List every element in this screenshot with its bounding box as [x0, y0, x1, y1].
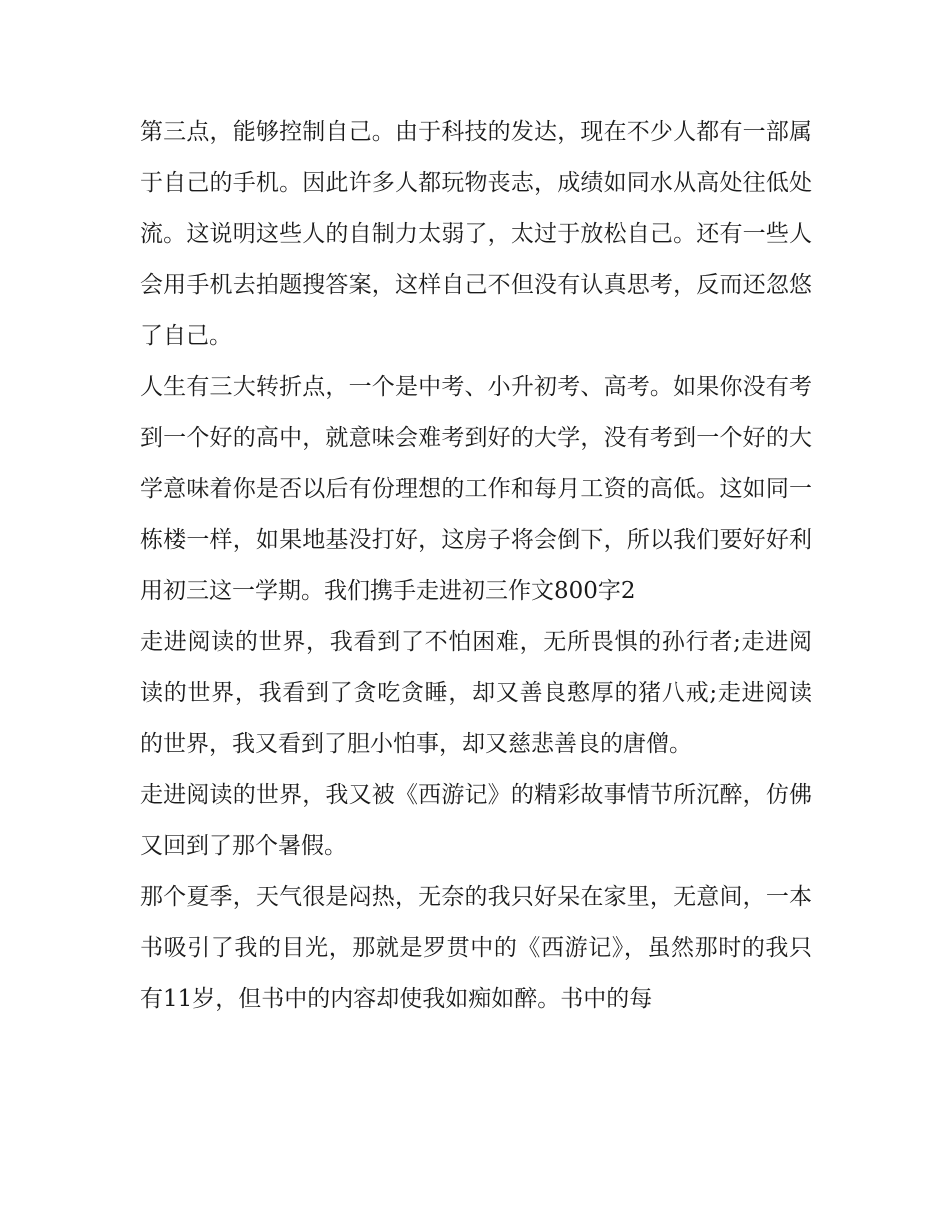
paragraph-journey-west-story: 走进阅读的世界，我又被《西游记》的精彩故事情节所沉醉，仿佛又回到了那个暑假。 — [140, 782, 812, 859]
paragraph-reading-world: 走进阅读的世界，我看到了不怕困难，无所畏惧的孙行者;走进阅读的世界，我看到了贪吃贪睡，却又善良憨厚的猪八戒;走进阅读的世界，我又看到了胆小怕事，却又慈悲善良的唐僧。 — [140, 629, 812, 757]
paragraph-self-control: 第三点，能够控制自己。由于科技的发达，现在不少人都有一部属于自己的手机。因此许多人都玩物丧志，成绩如同水从高处往低处流。这说明这些人的自制力太弱了，太过于放松自己。还有一些人会用手机去拍题搜答案，这样自己不但没有认真思考，反而还忽悠了自己。 — [140, 119, 812, 349]
paragraph-life-turning-points: 人生有三大转折点，一个是中考、小升初考、高考。如果你没有考到一个好的高中，就意味会难考到好的大学，没有考到一个好的大学意味着你是否以后有份理想的工作和每月工资的高低。这如同一栋楼一样，如果地基没打好，这房子将会倒下，所以我们要好好利用初三这一学期。我们携手走进初三作文800字2 — [140, 374, 812, 604]
paragraph-summer-memory: 那个夏季，天气很是闷热，无奈的我只好呆在家里，无意间，一本书吸引了我的目光，那就是罗贯中的《西游记》，虽然那时的我只有11岁，但书中的内容却使我如痴如醉。书中的每 — [140, 884, 812, 1012]
document-body — [140, 107, 812, 1025]
